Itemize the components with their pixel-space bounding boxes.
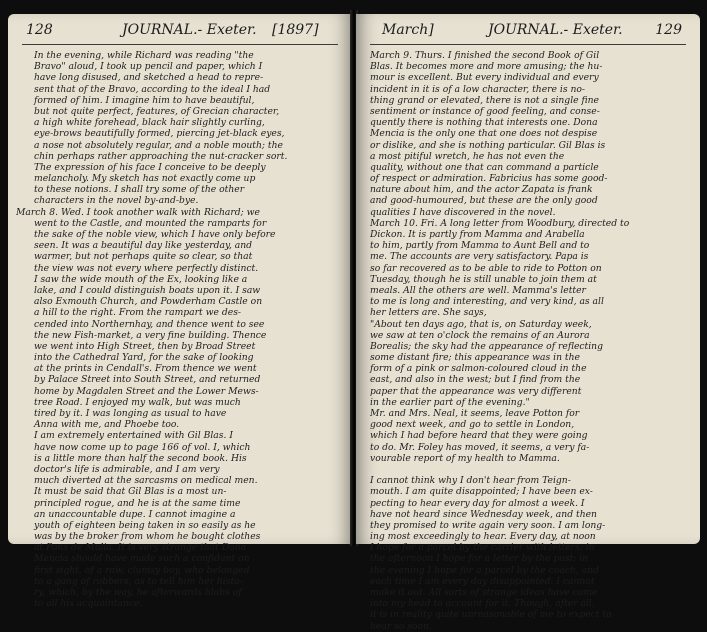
text-line: went to the Castle, and mounted the ramparts for	[34, 217, 267, 229]
text-line: it is in reality quite unreasonable of me to expect to	[370, 609, 612, 621]
text-line: cended into Northernhay, and thence went to see	[34, 318, 265, 330]
text-line: the new Fish-market, a very fine building. Thence	[34, 329, 267, 341]
text-line: also Exmouth Church, and Powderham Castle on	[34, 296, 263, 308]
right-page-header	[370, 22, 686, 44]
text-line: the sake of the noble view, which I have only before	[34, 229, 276, 240]
text-line: youth of eighteen being taken in so easily as he	[34, 519, 256, 531]
text-line: It must be said that Gil Blas is a most un-	[34, 486, 227, 498]
text-line: much diverted at the sarcasms on medical men.	[34, 475, 258, 487]
text-line: I am extremely entertained with Gil Blas. I	[34, 430, 233, 442]
text-line: but not quite perfect, features, of Grecian character,	[34, 105, 280, 117]
text-line: home by Magdalen Street and the Lower Mews-	[34, 385, 259, 397]
text-line: in the earlier part of the evening."	[370, 396, 530, 408]
text-line: by Palace Street into South Street, and returned	[34, 374, 261, 386]
text-line: was by the broker from whom he bought clothes	[34, 531, 261, 543]
text-line: the afternoon I hope for a letter by the post; in	[370, 553, 589, 565]
text-line: have now come up to page 166 of vol. I, which	[34, 441, 251, 453]
text-line: to a gang of robbers, as to tell him her histo-	[34, 575, 243, 587]
text-line: tree Road. I enjoyed my walk, but was much	[34, 396, 241, 408]
text-line: The expression of his face I conceive to be deeply	[34, 161, 266, 173]
text-line: the evening I hope for a parcel by the coach, and	[370, 564, 599, 576]
text-line: pecting to hear every day for almost a week. I	[370, 497, 585, 509]
text-line: which I had before heard that they were going	[370, 430, 588, 442]
text-line: qualities I have discovered in the novel.	[370, 206, 556, 218]
text-line: to me is long and interesting, and very kind, as all	[370, 296, 604, 308]
right-page	[356, 14, 700, 632]
left-page-header	[22, 22, 338, 44]
text-line: to all his acquaintance.	[34, 598, 143, 610]
left-page-number: 128	[26, 22, 53, 38]
text-line: paper that the appearance was very different	[370, 385, 582, 397]
text-line: Anna with me, and Phoebe too.	[34, 419, 180, 431]
text-line: Mr. and Mrs. Neal, it seems, leave Potton for	[370, 408, 580, 419]
text-line: I cannot think why I don't hear from Teign-	[370, 475, 571, 487]
right-page-month: March]	[382, 22, 434, 38]
left-page-text	[8, 50, 352, 609]
left-page-title: JOURNAL.- Exeter.	[122, 22, 257, 38]
text-line: the view was not every where perfectly distinct.	[34, 262, 259, 274]
text-line	[370, 464, 686, 475]
text-line: into my head to account for it. Though, after all,	[370, 598, 595, 610]
text-line: Mencia is the only one that one does not despise	[370, 128, 598, 140]
text-line: March 9. Thurs. I finished the second Book of Gil	[370, 50, 600, 61]
text-line: mour is excellent. But every individual and every	[370, 72, 599, 84]
text-line: "About ten days ago, that is, on Saturday week,	[370, 318, 592, 330]
text-line: Borealis; the sky had the appearance of reflecting	[370, 340, 603, 352]
text-line: sentiment or instance of good feeling, and conse-	[370, 105, 600, 117]
text-line: hear so soon.	[370, 620, 432, 632]
text-line: characters in the novel by-and-bye.	[34, 195, 199, 207]
text-line: tired by it. I was longing as usual to have	[34, 408, 227, 419]
text-line: melancholy. My sketch has not exactly come up	[34, 173, 256, 185]
text-line: I saw the wide mouth of the Ex, looking like a	[34, 273, 248, 285]
text-line: a most pitiful wretch, he has not even the	[370, 150, 565, 162]
text-line: me. The accounts are very satisfactory. Papa is	[370, 251, 589, 263]
text-line: I hope for a parcel by the carrier with letters; in	[370, 542, 595, 554]
text-line: meals. All the others are well. Mamma's letter	[370, 284, 586, 296]
text-line: her letters are. She says,	[370, 307, 487, 319]
left-header-rule	[22, 44, 338, 45]
text-line: they promised to write again very soon. I am long-	[370, 519, 606, 531]
left-page	[8, 14, 352, 610]
text-line: thing grand or elevated, there is not a single fine	[370, 94, 599, 106]
right-header-rule	[370, 44, 686, 45]
text-line: first sight, of a raw, clumsy boy, who belonged	[34, 564, 250, 576]
text-line: Mencia should have made such a confidant on	[34, 553, 250, 565]
text-line: warmer, but not perhaps quite so clear, so that	[34, 251, 253, 263]
text-line: or dislike, and she is nothing particular. Gil Blas is	[370, 139, 606, 151]
text-line: mouth. I am quite disappointed; I have been ex-	[370, 486, 593, 498]
text-line: a nose not absolutely regular, and a noble mouth; the	[34, 139, 283, 151]
text-line: Dickon. It is partly from Mamma and Arabella	[370, 229, 585, 240]
right-page-text	[356, 50, 700, 632]
text-line: quality, without one that can command a particle	[370, 161, 599, 173]
right-page-title: JOURNAL.- Exeter.	[488, 22, 623, 38]
text-line: lake, and I could distinguish boats upon it. I saw	[34, 284, 261, 296]
text-line: is a little more than half the second book. His	[34, 452, 247, 464]
text-line: eye-brows beautifully formed, piercing jet-black eyes,	[34, 128, 285, 140]
right-page-number: 129	[655, 22, 682, 38]
text-line: some distant fire; this appearance was in the	[370, 352, 580, 364]
text-line: Tuesday, though he is still unable to join them at	[370, 273, 597, 285]
text-line: quently there is nothing that interests one. Dona	[370, 117, 598, 129]
text-line: an unaccountable dupe. I cannot imagine a	[34, 508, 236, 520]
text-line: to him, partly from Mamma to Aunt Bell and to	[370, 240, 590, 252]
text-line: vourable report of my health to Mamma.	[370, 452, 560, 464]
text-line: doctor's life is admirable, and I am very	[34, 463, 220, 475]
text-line: each time I am every day disappointed. I cannot	[370, 575, 595, 587]
text-line: formed of him. I imagine him to have beautiful,	[34, 94, 255, 106]
text-line: we went into High Street, then by Broad Street	[34, 340, 256, 352]
text-line: incident in it is of a low character, there is no-	[370, 83, 586, 95]
text-line: of respect or admiration. Fabricius has some good-	[370, 173, 608, 185]
text-line: to these notions. I shall try some of the other	[34, 184, 245, 196]
left-page-year: [1897]	[272, 22, 319, 38]
text-line: principled rogue, and he is at the same time	[34, 497, 241, 509]
text-line: Bravo" aloud, I took up pencil and paper, which I	[34, 61, 263, 73]
text-line: we saw at ten o'clock the remains of an Aurora	[370, 329, 590, 341]
text-line: ry, which, by the way, he afterwards blabs of	[34, 587, 242, 598]
text-line: seen. It was a beautiful day like yesterday, and	[34, 240, 253, 252]
text-line: east, and also in the west; but I find from the	[370, 374, 581, 386]
text-line: to do. Mr. Foley has moved, it seems, a very fa-	[370, 441, 590, 453]
text-line: at the prints in Cendall's. From thence we went	[34, 363, 257, 375]
text-line: March 10. Fri. A long letter from Woodbury, directed to	[370, 217, 630, 229]
text-line: form of a pink or salmon-coloured cloud in the	[370, 363, 587, 375]
text-line: into the Cathedral Yard, for the sake of looking	[34, 352, 254, 364]
text-line: at Pons de Mulia. It is very strange that Dona	[34, 542, 247, 554]
text-line: March 8. Wed. I took another walk with Richard; we	[16, 206, 260, 218]
text-line: have not heard since Wednesday week, and then	[370, 508, 597, 520]
text-line: In the evening, while Richard was reading "the	[34, 50, 254, 61]
text-line: have long disused, and sketched a head to repre-	[34, 72, 264, 84]
text-line: so far recovered as to be able to ride to Potton on	[370, 262, 602, 274]
text-line: Blas. It becomes more and more amusing; the hu-	[370, 61, 603, 73]
text-line: a hill to the right. From the rampart we des-	[34, 307, 242, 319]
text-line: a high white forehead, black hair slightly curling,	[34, 117, 265, 129]
text-line: sent that of the Bravo, according to the ideal I had	[34, 83, 271, 95]
text-line: nature about him, and the actor Zapata is frank	[370, 184, 593, 196]
text-line: good next week, and go to settle in London,	[370, 419, 575, 431]
text-line: ing most exceedingly to hear. Every day, at noon	[370, 531, 596, 543]
text-line: chin perhaps rather approaching the nut-cracker sort.	[34, 150, 288, 162]
text-line: make it out. All sorts of strange ideas have come	[370, 587, 598, 598]
text-line: and good-humoured, but these are the only good	[370, 195, 598, 207]
